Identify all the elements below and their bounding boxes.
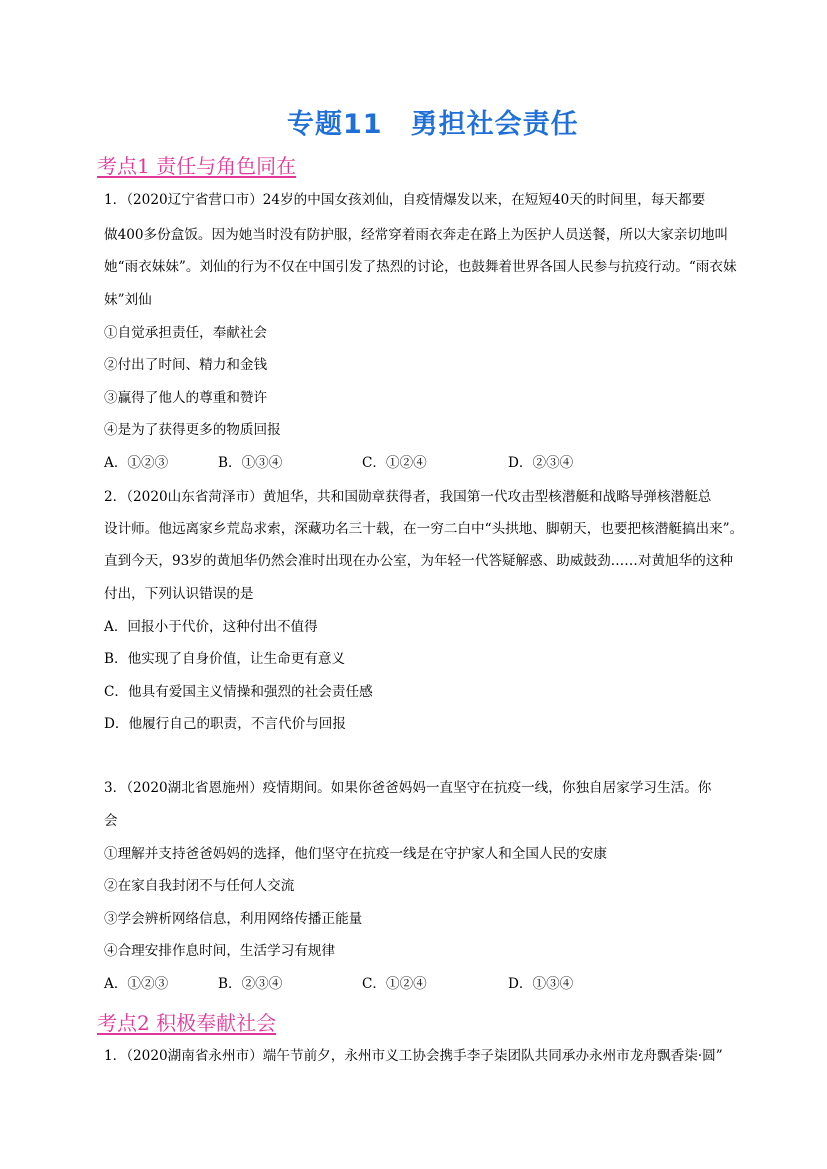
q2-line-3: 直到今天，93岁的黄旭华仍然会准时出现在办公室，为年轻一代答疑解惑、助威鼓劲……对黄旭华的这种 <box>104 553 734 569</box>
q1-item-1: ①自觉承担责任，奉献社会 <box>104 325 268 341</box>
page-title: 专题11 勇担社会责任 <box>287 109 579 140</box>
q1-item-4: ④是为了获得更多的物质回报 <box>104 422 281 438</box>
q1-line-1: 1．（2020辽宁省营口市）24岁的中国女孩刘仙，自疫情爆发以来，在短短40天的时间里，每天都要 <box>104 192 706 208</box>
q2-option-b[interactable]: B．他实现了自身价值，让生命更有意义 <box>104 651 346 667</box>
q1-choice-b[interactable]: B．①③④ <box>218 455 283 471</box>
q1-choice-d[interactable]: D．②③④ <box>508 455 574 471</box>
q2-line-2: 设计师。他远离家乡荒岛求索，深藏功名三十载，在一穷二白中“头拱地、脚朝天，也要把核潜艇搞出来”。 <box>104 521 744 537</box>
q3-choice-d[interactable]: D．①③④ <box>508 976 574 992</box>
q3-item-4: ④合理安排作息时间，生活学习有规律 <box>104 943 336 959</box>
q2-option-c[interactable]: C．他具有爱国主义情操和强烈的社会责任感 <box>104 684 373 700</box>
q3-item-2: ②在家自我封闭不与任何人交流 <box>104 878 295 894</box>
q1-line-2: 做400多份盒饭。因为她当时没有防护服，经常穿着雨衣奔走在路上为医护人员送餐，所以大家亲切地叫 <box>104 227 729 243</box>
q1-line-4: 妹”刘仙 <box>104 292 152 308</box>
q1-item-2: ②付出了时间、精力和金钱 <box>104 357 268 373</box>
q3-line-2: 会 <box>104 813 118 829</box>
q2-option-a[interactable]: A．回报小于代价，这种付出不值得 <box>104 619 318 635</box>
q3-line-1: 3．（2020湖北省恩施州）疫情期间。如果你爸爸妈妈一直坚守在抗疫一线，你独自居家学习生活。你 <box>104 780 712 796</box>
q1-line-3: 她“雨衣妹妹”。刘仙的行为不仅在中国引发了热烈的讨论，也鼓舞着世界各国人民参与抗疫行动。“雨衣妹 <box>104 259 737 275</box>
s2-q1-line-1: 1．（2020湖南省永州市）端午节前夕，永州市义工协会携手李子柒团队共同承办永州市龙舟飘香柒·圆” <box>104 1048 723 1064</box>
q2-line-4: 付出，下列认识错误的是 <box>104 586 254 602</box>
q3-choice-a[interactable]: A．①②③ <box>104 976 169 992</box>
q3-choice-c[interactable]: C．①②④ <box>362 976 427 992</box>
section-heading-2: 考点2 积极奉献社会 <box>97 1011 277 1035</box>
q3-item-3: ③学会辨析网络信息，利用网络传播正能量 <box>104 911 363 927</box>
q1-choice-c[interactable]: C．①②④ <box>362 455 427 471</box>
q2-line-1: 2．（2020山东省菏泽市）黄旭华，共和国勋章获得者，我国第一代攻击型核潜艇和战略导弹核潜艇总 <box>104 489 712 505</box>
q1-choice-a[interactable]: A．①②③ <box>104 455 169 471</box>
q1-item-3: ③赢得了他人的尊重和赞许 <box>104 390 268 406</box>
q2-option-d[interactable]: D．他履行自己的职责，不言代价与回报 <box>104 716 346 732</box>
q3-choice-b[interactable]: B．②③④ <box>218 976 283 992</box>
q3-item-1: ①理解并支持爸爸妈妈的选择，他们坚守在抗疫一线是在守护家人和全国人民的安康 <box>104 846 607 862</box>
section-heading-1: 考点1 责任与角色同在 <box>97 154 297 178</box>
